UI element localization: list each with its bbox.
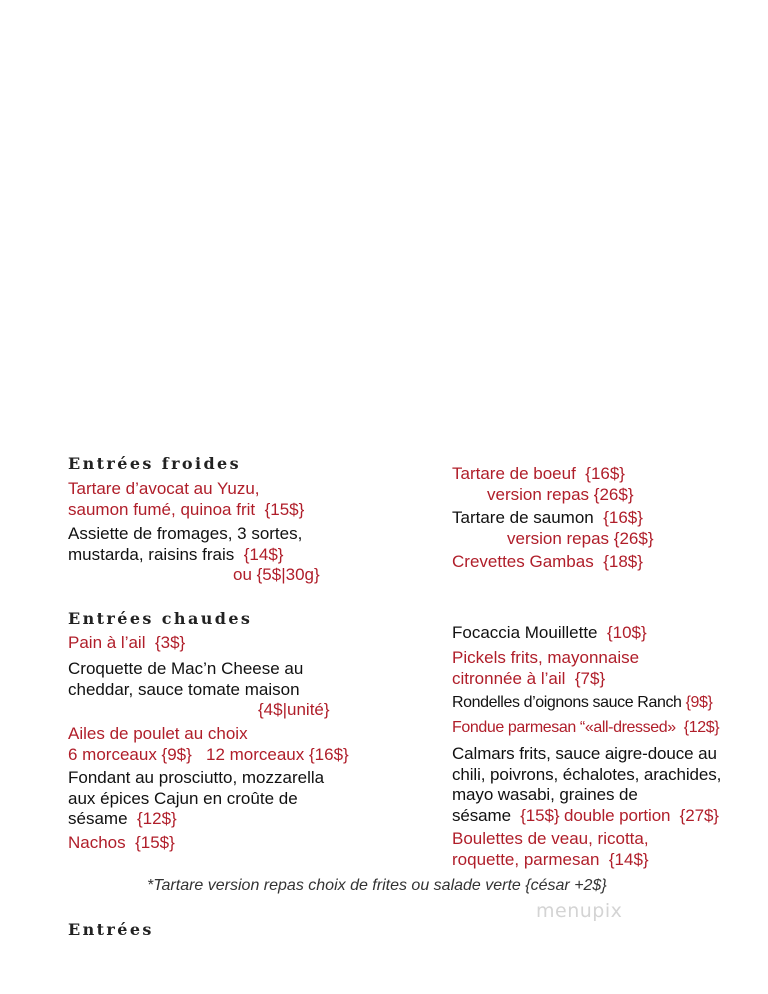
item-price: {9$}	[685, 694, 713, 711]
item-name: Crevettes Gambas	[452, 552, 594, 571]
watermark-logo: menupix	[536, 900, 623, 922]
item-price: {16$}	[585, 464, 625, 483]
item-name-line: Fondant au prosciutto, mozzarella	[68, 768, 325, 787]
item-name: Focaccia Mouillette	[452, 623, 598, 642]
menu-item-tartare-boeuf	[452, 464, 634, 505]
item-option-price: {27$}	[679, 805, 719, 825]
item-price: {4$|unité}	[258, 700, 330, 719]
item-price: {12$}	[683, 719, 720, 736]
item-name-line: aux épices Cajun en croûte de	[68, 788, 298, 808]
item-name-line: Tartare d’avocat au Yuzu,	[68, 479, 260, 498]
item-name-line: Calmars frits, sauce aigre-douce au	[452, 744, 717, 763]
menu-item-crevettes-gambas	[452, 552, 643, 573]
item-option: 6 morceaux {9$}	[68, 744, 192, 764]
item-name-line: Assiette de fromages, 3 sortes,	[68, 524, 303, 543]
item-alt-price: ou {5$|30g}	[233, 565, 320, 584]
menu-item-boulettes-veau	[452, 829, 649, 870]
item-price: {15$}	[520, 805, 560, 825]
menu-item-ailes-poulet	[68, 724, 349, 765]
item-variant: version repas {26$}	[507, 528, 654, 548]
menu-item-calmars-frits	[452, 744, 721, 826]
item-name: Rondelles d’oignons sauce Ranch	[452, 694, 682, 711]
menu-item-pain-ail	[68, 633, 185, 654]
item-name-line: sésame	[452, 805, 511, 825]
menu-item-fondant-prosciutto	[68, 768, 324, 830]
item-name: Ailes de poulet au choix	[68, 724, 248, 743]
item-price: {12$}	[136, 809, 177, 828]
item-price: {10$}	[606, 623, 647, 642]
item-price: {16$}	[603, 508, 643, 527]
menu-item-fondue-parmesan	[452, 718, 719, 739]
menu-item-rondelles-oignons	[452, 693, 712, 714]
item-name-line: chili, poivrons, échalotes, arachides,	[452, 764, 722, 784]
section-title-entrees: Entrées	[68, 920, 154, 939]
item-name: Nachos	[68, 833, 126, 852]
item-price: {3$}	[154, 633, 186, 652]
item-name: Tartare de saumon	[452, 508, 594, 527]
item-price: {15$}	[264, 499, 305, 519]
menu-item-tartare-saumon	[452, 508, 654, 549]
item-name: Pain à l’ail	[68, 633, 146, 652]
item-variant: version repas {26$}	[487, 484, 634, 504]
item-name-line: saumon fumé, quinoa frit	[68, 499, 256, 519]
item-name-line: sésame	[68, 809, 128, 828]
item-name-line: citronnée à l’ail	[452, 668, 566, 688]
menu-item-assiette-fromages	[68, 524, 320, 586]
item-name-line: roquette, parmesan	[452, 849, 600, 869]
item-price: {7$}	[574, 668, 606, 688]
item-name: Fondue parmesan “«all-dressed»	[452, 719, 676, 736]
item-name-line: mayo wasabi, graines de	[452, 785, 638, 804]
item-name-line: Boulettes de veau, ricotta,	[452, 829, 649, 848]
item-option: double portion	[564, 805, 671, 825]
item-name-line: cheddar, sauce tomate maison	[68, 679, 300, 699]
menu-item-focaccia	[452, 623, 647, 644]
item-name-line: Croquette de Mac’n Cheese au	[68, 659, 304, 678]
section-title-entrees-chaudes: Entrées chaudes	[68, 609, 253, 628]
item-price: {14$}	[243, 544, 284, 564]
footnote: *Tartare version repas choix de frites ou salade verte {césar +2$}	[147, 877, 607, 894]
menu-item-pickels-frits	[452, 648, 639, 689]
menu-item-nachos	[68, 833, 175, 854]
item-name: Tartare de boeuf	[452, 464, 576, 483]
item-price: {15$}	[135, 833, 175, 852]
item-option: 12 morceaux {16$}	[205, 744, 349, 764]
item-price: {18$}	[603, 552, 643, 571]
item-name-line: mustarda, raisins frais	[68, 544, 235, 564]
item-price: {14$}	[608, 849, 649, 869]
item-name-line: Pickels frits, mayonnaise	[452, 648, 640, 667]
section-title-entrees-froides: Entrées froides	[68, 454, 242, 473]
menu-item-croquette-mac	[68, 659, 330, 721]
menu-item-tartare-avocat	[68, 479, 304, 520]
